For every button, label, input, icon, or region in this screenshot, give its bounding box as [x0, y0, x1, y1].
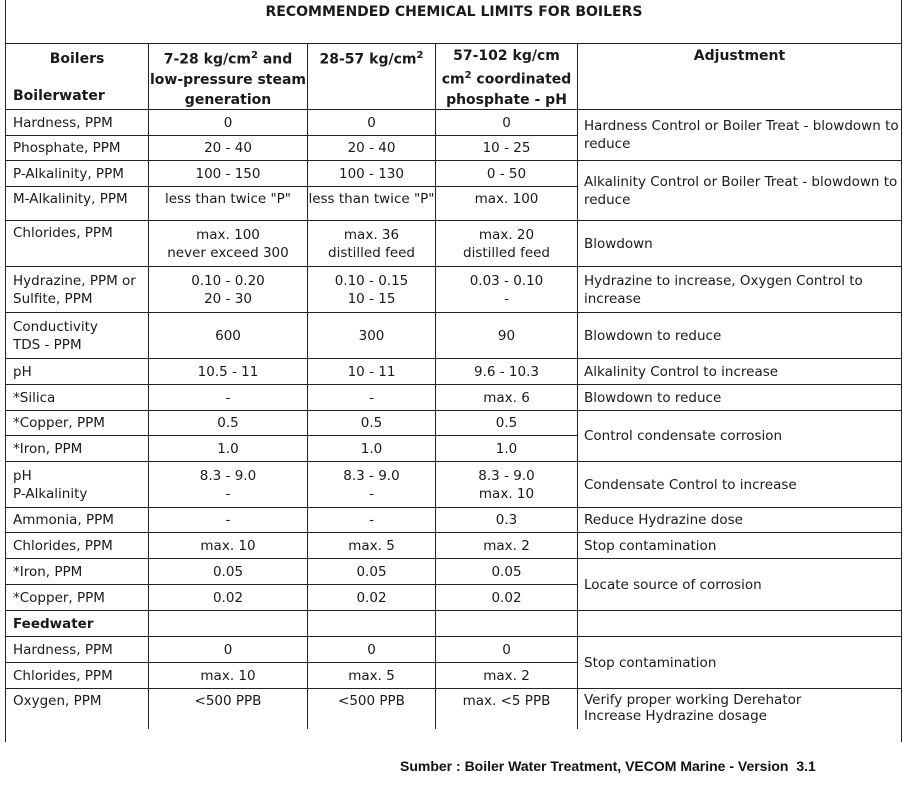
header-28-57-a: 28-57 kg/cm — [319, 51, 417, 68]
row-ammonia-v1: - — [149, 508, 308, 533]
source-citation-text: Sumber : Boiler Water Treatment, VECOM Marine - Version — [400, 758, 789, 774]
row-hardness-feed-param: Hardness, PPM — [5, 637, 149, 663]
row-conductivity-param-line1: Conductivity — [13, 318, 98, 335]
row-ph-palk-v2 — [308, 462, 436, 508]
row-hardness-v1: 0 — [149, 110, 308, 136]
row-oxygen-v3: max. <5 PPB — [436, 689, 578, 729]
table-title: RECOMMENDED CHEMICAL LIMITS FOR BOILERS — [6, 0, 902, 44]
row-ph-palk-param-line1: pH — [13, 467, 32, 484]
row-ammonia-param: Ammonia, PPM — [5, 508, 149, 533]
row-hydrazine-v2-line1: 0.10 - 0.15 — [334, 272, 409, 289]
row-iron-cond-v1: 0.05 — [149, 559, 308, 585]
row-hydrazine-v1-line1: 0.10 - 0.20 — [191, 272, 265, 289]
row-ph-palk-v3-line1: 8.3 - 9.0 — [478, 467, 535, 484]
row-hydrazine-v3-line2: - — [504, 290, 509, 307]
header-28-57-sup: 2 — [416, 50, 424, 61]
row-chlorides-v3 — [436, 221, 578, 267]
row-chlorides-v3-line1: max. 20 — [478, 226, 535, 243]
row-oxygen-v2: <500 PPB — [308, 689, 436, 729]
header-57-102-sup: 2 — [464, 70, 472, 81]
row-hydrazine-v1 — [149, 267, 308, 313]
header-57-102-b: coordinated phosphate - pH — [446, 71, 572, 108]
row-ammonia-v2: - — [308, 508, 436, 533]
adj-ammonia: Reduce Hydrazine dose — [578, 508, 902, 533]
row-chlorides-cond-v2: max. 5 — [308, 533, 436, 559]
row-ph-palk-v3-line2: max. 10 — [478, 485, 535, 502]
row-hardness-feed-v3: 0 — [436, 637, 578, 663]
row-iron-v2: 1.0 — [308, 436, 436, 462]
row-conductivity-v3: 90 — [436, 313, 578, 359]
adj-iron-copper-cond: Locate source of corrosion — [578, 559, 902, 611]
row-chlorides-cond-param: Chlorides, PPM — [5, 533, 149, 559]
feedwater-blank-v2 — [308, 611, 436, 637]
row-chlorides-v2 — [308, 221, 436, 267]
row-chlorides-v1-line2: never exceed 300 — [167, 244, 289, 261]
row-conductivity-v1: 600 — [149, 313, 308, 359]
row-iron-cond-v3: 0.05 — [436, 559, 578, 585]
row-chlorides-cond-v1: max. 10 — [149, 533, 308, 559]
header-adjustment: Adjustment — [578, 44, 902, 110]
header-7-28-b: and low-pressure steam generation — [149, 51, 307, 108]
row-chlorides-feed-v1: max. 10 — [149, 663, 308, 689]
row-oxygen-param: Oxygen, PPM — [5, 689, 149, 729]
row-phosphate-v2: 20 - 40 — [308, 136, 436, 161]
row-ph-palk-v2-line1: 8.3 - 9.0 — [343, 467, 400, 484]
row-ph-v1: 10.5 - 11 — [149, 359, 308, 385]
header-57-102 — [436, 44, 578, 110]
row-phosphate-v1: 20 - 40 — [149, 136, 308, 161]
row-conductivity-param — [5, 313, 149, 359]
row-hydrazine-param-line2: Sulfite, PPM — [13, 290, 93, 307]
row-chlorides-feed-param: Chlorides, PPM — [5, 663, 149, 689]
adj-chlorides-cond: Stop contamination — [578, 533, 902, 559]
row-silica-v3: max. 6 — [436, 385, 578, 411]
adj-oxygen-line2: Increase Hydrazine dosage — [584, 708, 767, 724]
row-chlorides-feed-v3: max. 2 — [436, 663, 578, 689]
row-chlorides-v2-line2: distilled feed — [328, 244, 415, 261]
header-boilerwater-label: Boilerwater — [13, 88, 105, 104]
row-iron-param: *Iron, PPM — [5, 436, 149, 462]
row-ph-palk-param-line2: P-Alkalinity — [13, 485, 88, 502]
adj-oxygen — [578, 689, 902, 729]
row-chlorides-v1 — [149, 221, 308, 267]
row-p-alkalinity-param: P-Alkalinity, PPM — [5, 161, 149, 187]
source-citation-version: 3.1 — [796, 758, 816, 774]
header-7-28-a: 7-28 kg/cm — [163, 51, 251, 68]
row-chlorides-feed-v2: max. 5 — [308, 663, 436, 689]
row-ph-palk-v2-line2: - — [369, 485, 374, 502]
adj-oxygen-line1: Verify proper working Derehator — [584, 692, 802, 708]
row-hydrazine-param-line1: Hydrazine, PPM or — [13, 272, 136, 289]
header-7-28-sup: 2 — [250, 50, 258, 61]
row-copper-param: *Copper, PPM — [5, 411, 149, 436]
row-conductivity-param-line2: TDS - PPM — [13, 336, 82, 353]
adj-alkalinity: Alkalinity Control or Boiler Treat - blowdown to reduce — [578, 161, 902, 221]
row-ph-palk-v3 — [436, 462, 578, 508]
row-iron-v3: 1.0 — [436, 436, 578, 462]
row-m-alkalinity-v2: less than twice "P" — [308, 187, 436, 221]
row-hardness-feed-v1: 0 — [149, 637, 308, 663]
row-oxygen-v1: <500 PPB — [149, 689, 308, 729]
row-phosphate-param: Phosphate, PPM — [5, 136, 149, 161]
row-ph-param: pH — [5, 359, 149, 385]
adj-condensate: Condensate Control to increase — [578, 462, 902, 508]
row-copper-cond-v2: 0.02 — [308, 585, 436, 611]
row-chlorides-cond-v3: max. 2 — [436, 533, 578, 559]
row-phosphate-v3: 10 - 25 — [436, 136, 578, 161]
header-boilers — [5, 44, 149, 110]
feedwater-blank-v1 — [149, 611, 308, 637]
row-chlorides-v3-line2: distilled feed — [463, 244, 550, 261]
row-hydrazine-v1-line2: 20 - 30 — [204, 290, 252, 307]
row-p-alkalinity-v2: 100 - 130 — [308, 161, 436, 187]
row-iron-cond-v2: 0.05 — [308, 559, 436, 585]
adj-feed-hardness-chlorides: Stop contamination — [578, 637, 902, 689]
row-ph-palk-param — [5, 462, 149, 508]
chemical-limits-table — [5, 44, 902, 742]
feedwater-blank-adj — [578, 611, 902, 637]
row-ph-palk-v1 — [149, 462, 308, 508]
row-copper-cond-v3: 0.02 — [436, 585, 578, 611]
row-copper-cond-v1: 0.02 — [149, 585, 308, 611]
row-ph-v3: 9.6 - 10.3 — [436, 359, 578, 385]
adj-silica: Blowdown to reduce — [578, 385, 902, 411]
row-hydrazine-v3 — [436, 267, 578, 313]
header-28-57 — [308, 44, 436, 110]
row-ammonia-v3: 0.3 — [436, 508, 578, 533]
adj-hardness-phosphate: Hardness Control or Boiler Treat - blowdown to reduce — [578, 110, 902, 161]
row-m-alkalinity-v3: max. 100 — [436, 187, 578, 221]
row-p-alkalinity-v3: 0 - 50 — [436, 161, 578, 187]
row-hardness-v3: 0 — [436, 110, 578, 136]
row-silica-v1: - — [149, 385, 308, 411]
row-m-alkalinity-v1: less than twice "P" — [149, 187, 308, 221]
adj-chlorides: Blowdown — [578, 221, 902, 267]
row-p-alkalinity-v1: 100 - 150 — [149, 161, 308, 187]
row-hydrazine-v2 — [308, 267, 436, 313]
row-copper-v1: 0.5 — [149, 411, 308, 436]
row-silica-param: *Silica — [5, 385, 149, 411]
row-silica-v2: - — [308, 385, 436, 411]
row-hardness-param: Hardness, PPM — [5, 110, 149, 136]
feedwater-blank-v3 — [436, 611, 578, 637]
source-citation — [400, 758, 816, 774]
section-feedwater: Feedwater — [5, 611, 149, 637]
row-chlorides-v1-line1: max. 100 — [196, 226, 260, 243]
row-chlorides-param: Chlorides, PPM — [5, 221, 149, 267]
adj-ph: Alkalinity Control to increase — [578, 359, 902, 385]
row-hardness-feed-v2: 0 — [308, 637, 436, 663]
row-iron-cond-param: *Iron, PPM — [5, 559, 149, 585]
row-hydrazine-v2-line2: 10 - 15 — [347, 290, 396, 307]
row-m-alkalinity-param: M-Alkalinity, PPM — [5, 187, 149, 221]
header-boilers-label: Boilers — [49, 51, 105, 67]
row-copper-v3: 0.5 — [436, 411, 578, 436]
header-57-102-a: 57-102 kg/cm cm — [441, 48, 560, 88]
row-hydrazine-param — [5, 267, 149, 313]
row-conductivity-v2: 300 — [308, 313, 436, 359]
row-ph-v2: 10 - 11 — [308, 359, 436, 385]
adj-hydrazine: Hydrazine to increase, Oxygen Control to increase — [578, 267, 902, 313]
row-hardness-v2: 0 — [308, 110, 436, 136]
adj-copper-iron: Control condensate corrosion — [578, 411, 902, 462]
adj-conductivity: Blowdown to reduce — [578, 313, 902, 359]
header-7-28 — [149, 44, 308, 110]
row-hydrazine-v3-line1: 0.03 - 0.10 — [469, 272, 544, 289]
row-copper-cond-param: *Copper, PPM — [5, 585, 149, 611]
row-chlorides-v2-line1: max. 36 — [343, 226, 400, 243]
row-ph-palk-v1-line1: 8.3 - 9.0 — [199, 467, 257, 484]
row-ph-palk-v1-line2: - — [225, 485, 231, 502]
row-iron-v1: 1.0 — [149, 436, 308, 462]
row-copper-v2: 0.5 — [308, 411, 436, 436]
